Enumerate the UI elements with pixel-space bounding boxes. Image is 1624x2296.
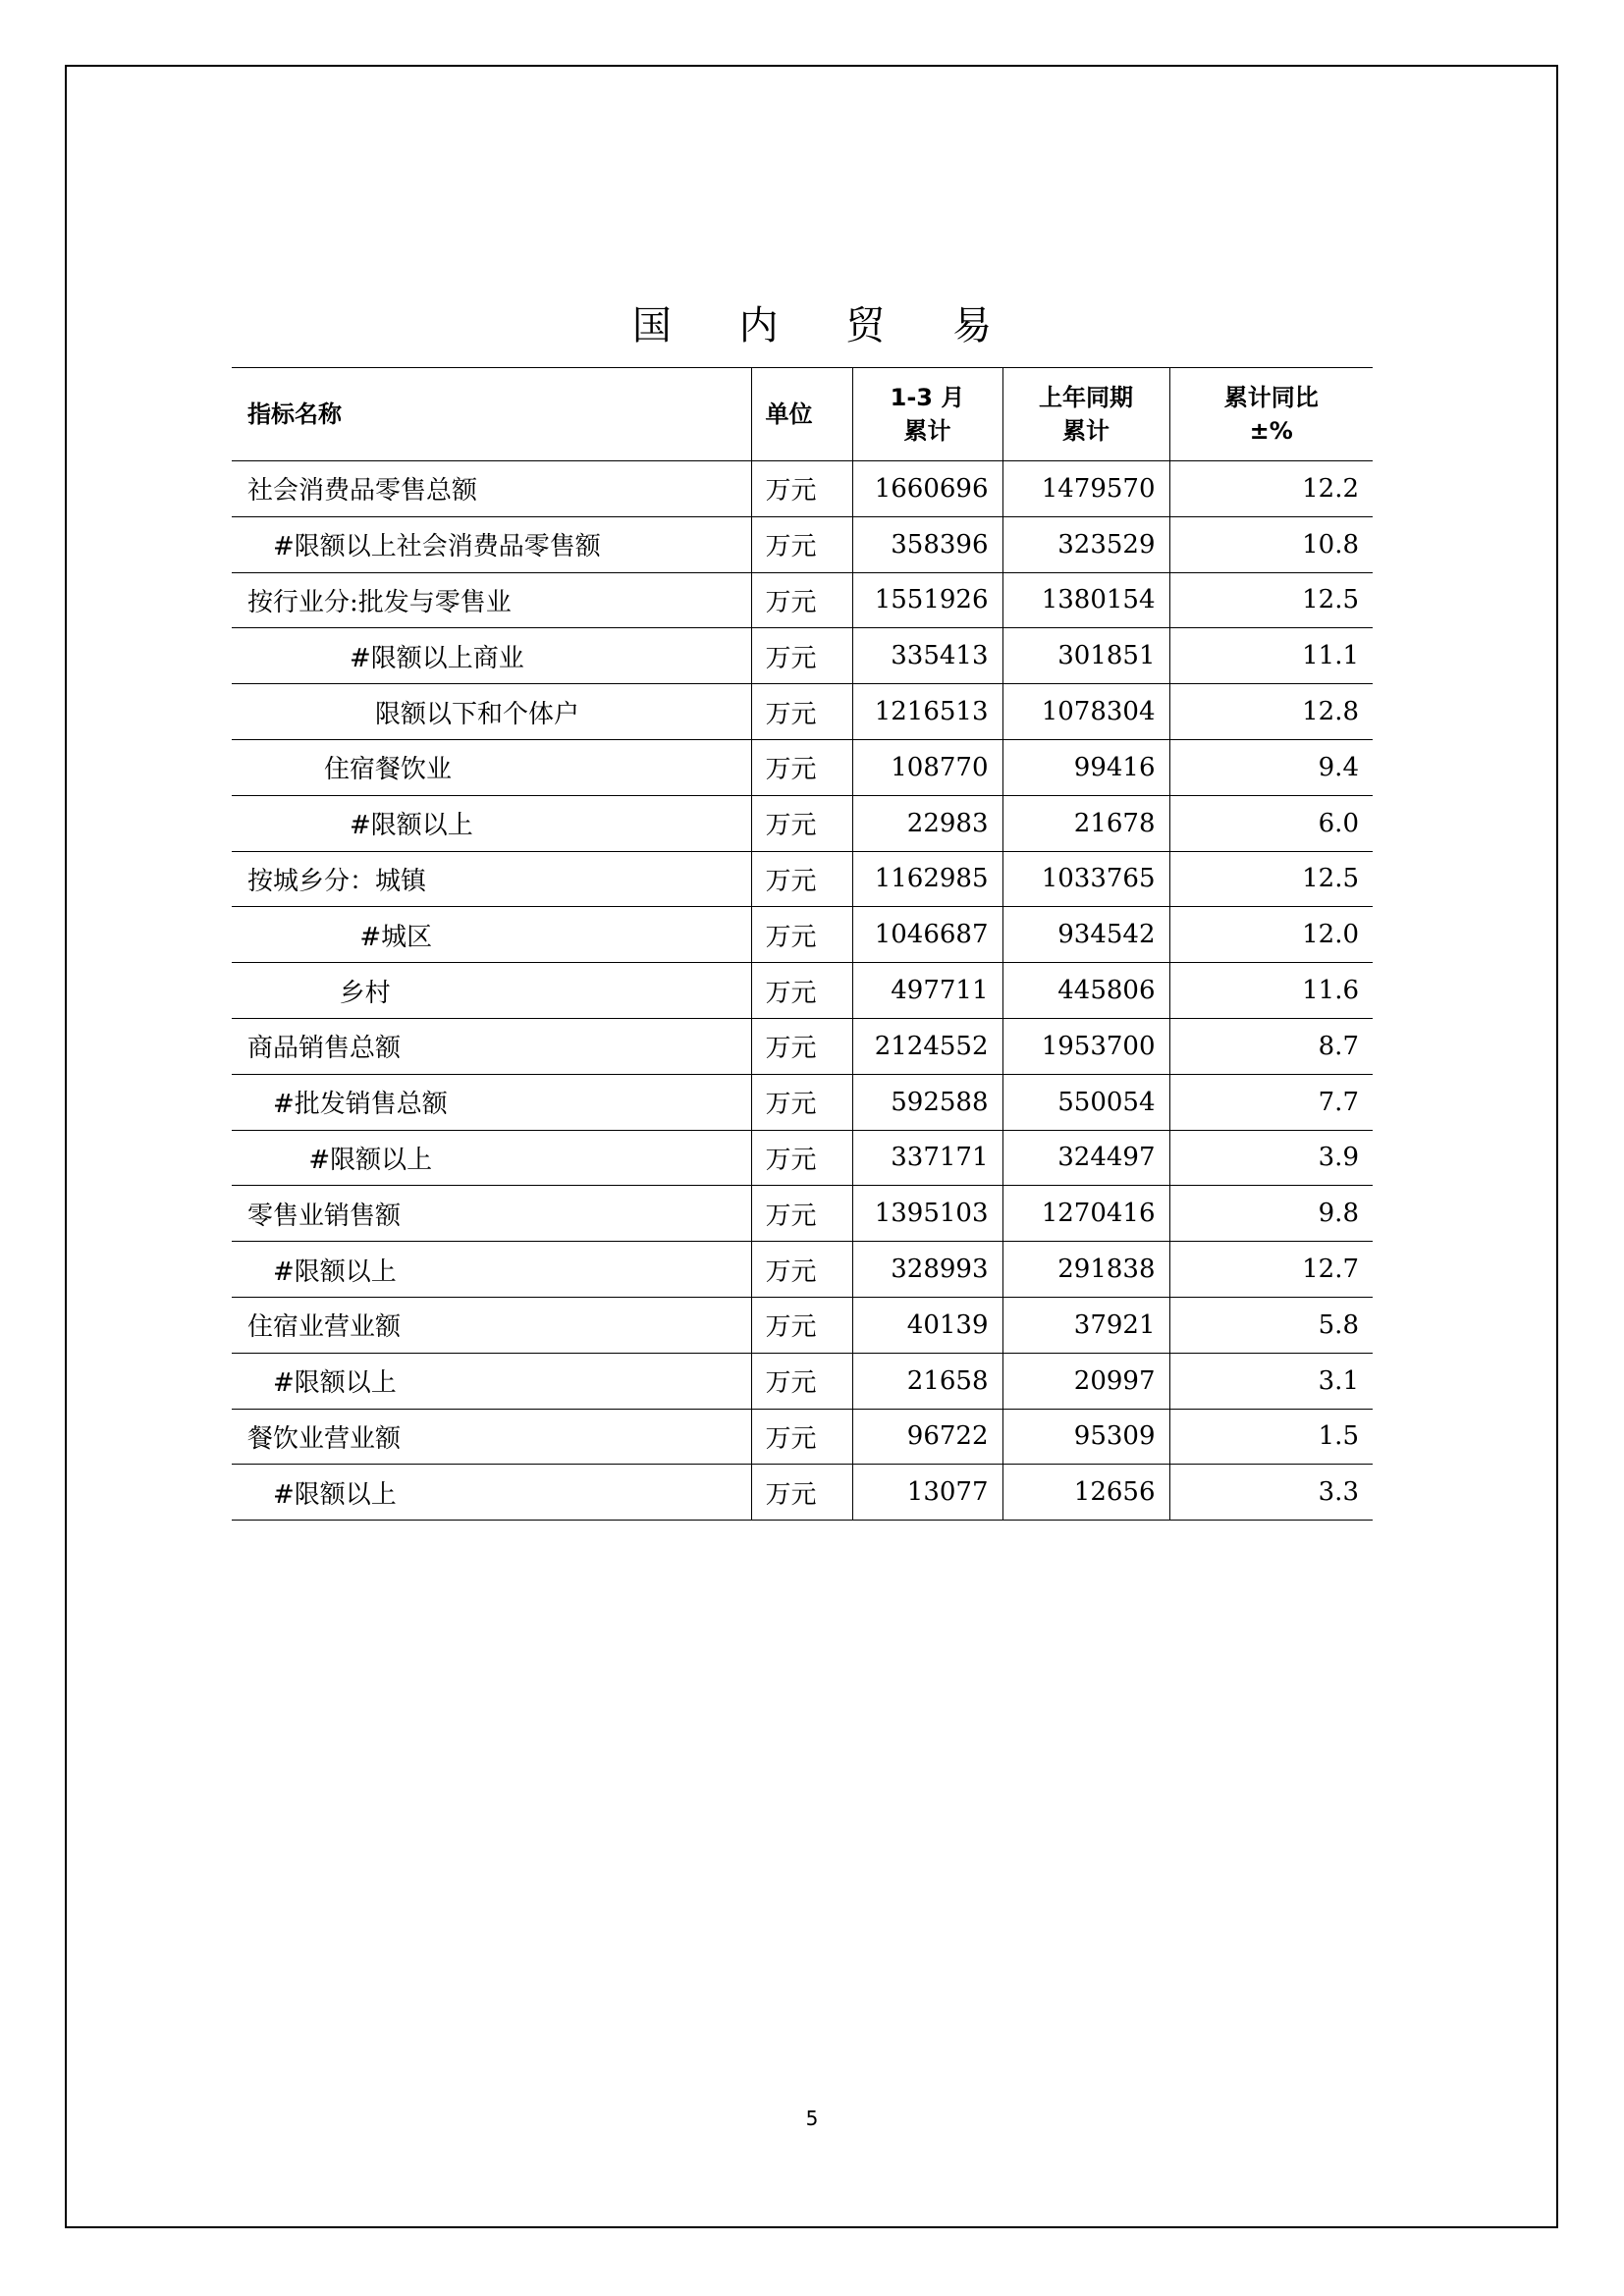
- current-cumulative-value: 96722: [852, 1409, 1002, 1465]
- unit-cell: 万元: [751, 1353, 852, 1409]
- unit-cell: 万元: [751, 1297, 852, 1353]
- table-row: [232, 851, 1373, 907]
- header-current-line2: 累计: [903, 417, 951, 445]
- indicator-name: #限额以上: [232, 1353, 751, 1409]
- indicator-name: #限额以上: [232, 1242, 751, 1298]
- table-row: [232, 1186, 1373, 1242]
- table-row: [232, 1353, 1373, 1409]
- current-cumulative-value: 328993: [852, 1242, 1002, 1298]
- yoy-growth-value: 1.5: [1169, 1409, 1373, 1465]
- yoy-growth-value: 12.2: [1169, 461, 1373, 517]
- current-cumulative-value: 335413: [852, 628, 1002, 684]
- indicator-name: #限额以上: [232, 1465, 751, 1521]
- previous-cumulative-value: 291838: [1002, 1242, 1169, 1298]
- table-header-row: [232, 368, 1373, 461]
- table-row: [232, 795, 1373, 851]
- header-indicator-name: 指标名称: [232, 368, 751, 461]
- current-cumulative-value: 2124552: [852, 1018, 1002, 1074]
- current-cumulative-value: 1551926: [852, 572, 1002, 628]
- current-cumulative-value: 1162985: [852, 851, 1002, 907]
- unit-cell: 万元: [751, 739, 852, 795]
- previous-cumulative-value: 323529: [1002, 516, 1169, 572]
- indicator-name: 住宿业营业额: [232, 1297, 751, 1353]
- header-current-cumulative: [852, 368, 1002, 461]
- unit-cell: 万元: [751, 1186, 852, 1242]
- yoy-growth-value: 12.5: [1169, 851, 1373, 907]
- indicator-name: 按城乡分：城镇: [232, 851, 751, 907]
- yoy-growth-value: 10.8: [1169, 516, 1373, 572]
- unit-cell: 万元: [751, 795, 852, 851]
- current-cumulative-value: 1660696: [852, 461, 1002, 517]
- indicator-name: 按行业分:批发与零售业: [232, 572, 751, 628]
- previous-cumulative-value: 1479570: [1002, 461, 1169, 517]
- indicator-name: 限额以下和个体户: [232, 684, 751, 740]
- table-row: [232, 1297, 1373, 1353]
- previous-cumulative-value: 20997: [1002, 1353, 1169, 1409]
- indicator-name: #限额以上商业: [232, 628, 751, 684]
- previous-cumulative-value: 21678: [1002, 795, 1169, 851]
- header-growth-line1: 累计同比: [1223, 384, 1319, 411]
- yoy-growth-value: 3.3: [1169, 1465, 1373, 1521]
- current-cumulative-value: 22983: [852, 795, 1002, 851]
- previous-cumulative-value: 99416: [1002, 739, 1169, 795]
- previous-cumulative-value: 445806: [1002, 963, 1169, 1019]
- current-cumulative-value: 1216513: [852, 684, 1002, 740]
- indicator-name: #限额以上社会消费品零售额: [232, 516, 751, 572]
- yoy-growth-value: 3.9: [1169, 1130, 1373, 1186]
- page-title: 国 内 贸 易: [631, 303, 1020, 348]
- indicator-name: #限额以上: [232, 1130, 751, 1186]
- current-cumulative-value: 108770: [852, 739, 1002, 795]
- table-row: [232, 907, 1373, 963]
- table-row: [232, 1074, 1373, 1130]
- table-row: [232, 1465, 1373, 1521]
- unit-cell: 万元: [751, 851, 852, 907]
- yoy-growth-value: 12.5: [1169, 572, 1373, 628]
- unit-cell: 万元: [751, 516, 852, 572]
- yoy-growth-value: 11.6: [1169, 963, 1373, 1019]
- unit-cell: 万元: [751, 1018, 852, 1074]
- header-previous-line1: 上年同期: [1039, 384, 1133, 411]
- current-cumulative-value: 1395103: [852, 1186, 1002, 1242]
- previous-cumulative-value: 1270416: [1002, 1186, 1169, 1242]
- yoy-growth-value: 5.8: [1169, 1297, 1373, 1353]
- unit-cell: 万元: [751, 684, 852, 740]
- yoy-growth-value: 7.7: [1169, 1074, 1373, 1130]
- yoy-growth-value: 3.1: [1169, 1353, 1373, 1409]
- unit-cell: 万元: [751, 1465, 852, 1521]
- current-cumulative-value: 21658: [852, 1353, 1002, 1409]
- header-previous-cumulative: [1002, 368, 1169, 461]
- previous-cumulative-value: 95309: [1002, 1409, 1169, 1465]
- indicator-name: #城区: [232, 907, 751, 963]
- unit-cell: 万元: [751, 572, 852, 628]
- table-row: [232, 516, 1373, 572]
- previous-cumulative-value: 1953700: [1002, 1018, 1169, 1074]
- previous-cumulative-value: 12656: [1002, 1465, 1169, 1521]
- table-row: [232, 572, 1373, 628]
- current-cumulative-value: 13077: [852, 1465, 1002, 1521]
- indicator-name: 社会消费品零售总额: [232, 461, 751, 517]
- previous-cumulative-value: 934542: [1002, 907, 1169, 963]
- unit-cell: 万元: [751, 628, 852, 684]
- table-row: [232, 963, 1373, 1019]
- yoy-growth-value: 9.4: [1169, 739, 1373, 795]
- header-unit: 单位: [751, 368, 852, 461]
- yoy-growth-value: 9.8: [1169, 1186, 1373, 1242]
- table-row: [232, 628, 1373, 684]
- current-cumulative-value: 40139: [852, 1297, 1002, 1353]
- unit-cell: 万元: [751, 461, 852, 517]
- indicator-name: #限额以上: [232, 795, 751, 851]
- current-cumulative-value: 1046687: [852, 907, 1002, 963]
- table-row: [232, 1130, 1373, 1186]
- unit-cell: 万元: [751, 963, 852, 1019]
- table-row: [232, 739, 1373, 795]
- indicator-name: 零售业销售额: [232, 1186, 751, 1242]
- unit-cell: 万元: [751, 1242, 852, 1298]
- indicator-name: 餐饮业营业额: [232, 1409, 751, 1465]
- indicator-name: 乡村: [232, 963, 751, 1019]
- previous-cumulative-value: 550054: [1002, 1074, 1169, 1130]
- unit-cell: 万元: [751, 1130, 852, 1186]
- table-row: [232, 1409, 1373, 1465]
- yoy-growth-value: 12.0: [1169, 907, 1373, 963]
- unit-cell: 万元: [751, 1409, 852, 1465]
- previous-cumulative-value: 301851: [1002, 628, 1169, 684]
- header-previous-line2: 累计: [1062, 417, 1110, 445]
- yoy-growth-value: 11.1: [1169, 628, 1373, 684]
- yoy-growth-value: 6.0: [1169, 795, 1373, 851]
- current-cumulative-value: 497711: [852, 963, 1002, 1019]
- previous-cumulative-value: 1033765: [1002, 851, 1169, 907]
- table-body: [232, 461, 1373, 1521]
- indicator-name: 商品销售总额: [232, 1018, 751, 1074]
- yoy-growth-value: 12.8: [1169, 684, 1373, 740]
- yoy-growth-value: 12.7: [1169, 1242, 1373, 1298]
- header-current-line1: 1-3 月: [890, 384, 965, 411]
- current-cumulative-value: 337171: [852, 1130, 1002, 1186]
- current-cumulative-value: 592588: [852, 1074, 1002, 1130]
- current-cumulative-value: 358396: [852, 516, 1002, 572]
- previous-cumulative-value: 37921: [1002, 1297, 1169, 1353]
- previous-cumulative-value: 1380154: [1002, 572, 1169, 628]
- table-row: [232, 1242, 1373, 1298]
- previous-cumulative-value: 1078304: [1002, 684, 1169, 740]
- unit-cell: 万元: [751, 907, 852, 963]
- indicator-name: #批发销售总额: [232, 1074, 751, 1130]
- page-number: 5: [805, 2107, 819, 2130]
- header-growth-line2: ±%: [1249, 417, 1293, 445]
- header-yoy-growth: [1169, 368, 1373, 461]
- indicator-name: 住宿餐饮业: [232, 739, 751, 795]
- yoy-growth-value: 8.7: [1169, 1018, 1373, 1074]
- table-row: [232, 461, 1373, 517]
- unit-cell: 万元: [751, 1074, 852, 1130]
- domestic-trade-table: [232, 367, 1373, 1521]
- table-row: [232, 684, 1373, 740]
- previous-cumulative-value: 324497: [1002, 1130, 1169, 1186]
- table-row: [232, 1018, 1373, 1074]
